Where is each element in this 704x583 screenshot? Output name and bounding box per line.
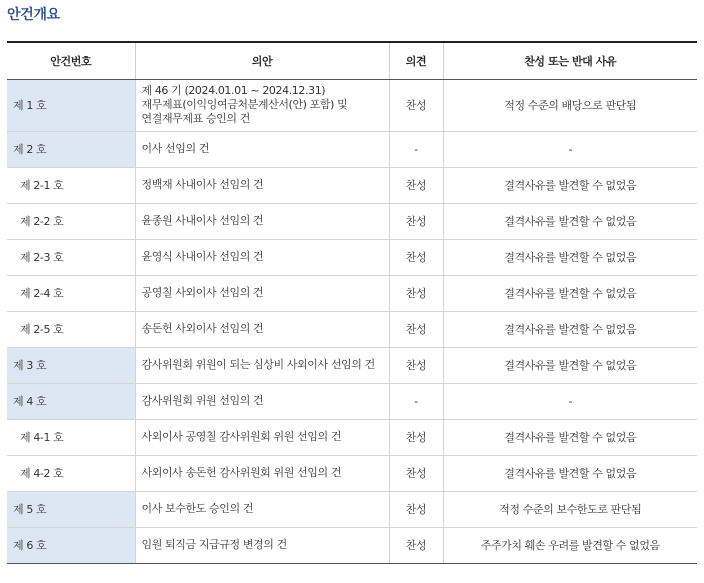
- agenda-number: 제 4 호: [7, 383, 135, 419]
- reason: 적정 수준의 배당으로 판단됨: [443, 79, 697, 131]
- reason: 결격사유를 발견할 수 없었음: [443, 455, 697, 491]
- reason: 결격사유를 발견할 수 없었음: [443, 203, 697, 239]
- table-row: [7, 311, 697, 347]
- header-opinion: 의견: [389, 42, 443, 79]
- table-row: [7, 383, 697, 419]
- reason: 결격사유를 발견할 수 없었음: [443, 239, 697, 275]
- reason: -: [443, 383, 697, 419]
- agenda-item: 감사위원회 위원 선임의 건: [135, 383, 389, 419]
- table-row: [7, 203, 697, 239]
- opinion: 찬성: [389, 347, 443, 383]
- agenda-number: 제 2-1 호: [7, 167, 135, 203]
- agenda-number: 제 2-5 호: [7, 311, 135, 347]
- table-row: [7, 419, 697, 455]
- agenda-number: 제 6 호: [7, 527, 135, 563]
- agenda-number: 제 5 호: [7, 491, 135, 527]
- agenda-item: 송돈헌 사외이사 선임의 건: [135, 311, 389, 347]
- opinion: 찬성: [389, 203, 443, 239]
- agenda-number: 제 2 호: [7, 131, 135, 167]
- opinion: 찬성: [389, 239, 443, 275]
- reason: 주주가치 훼손 우려를 발견할 수 없었음: [443, 527, 697, 563]
- header-agenda-number: 안건번호: [7, 42, 135, 79]
- table-row: [7, 131, 697, 167]
- opinion: 찬성: [389, 79, 443, 131]
- table-row: [7, 455, 697, 491]
- agenda-item: 사외이사 공영칠 감사위원회 위원 선임의 건: [135, 419, 389, 455]
- table-row: [7, 79, 697, 131]
- reason: 결격사유를 발견할 수 없었음: [443, 167, 697, 203]
- agenda-number: 제 1 호: [7, 79, 135, 131]
- agenda-item: 윤종원 사내이사 선임의 건: [135, 203, 389, 239]
- table-row: [7, 167, 697, 203]
- opinion: 찬성: [389, 311, 443, 347]
- table-header-row: [7, 42, 697, 79]
- opinion: 찬성: [389, 491, 443, 527]
- reason: -: [443, 131, 697, 167]
- agenda-item: 윤영식 사내이사 선임의 건: [135, 239, 389, 275]
- opinion: 찬성: [389, 455, 443, 491]
- table-row: [7, 491, 697, 527]
- opinion: -: [389, 383, 443, 419]
- agenda-item: 임원 퇴직금 지급규정 변경의 건: [135, 527, 389, 563]
- agenda-table: [7, 41, 697, 564]
- agenda-item: 이사 선임의 건: [135, 131, 389, 167]
- table-row: [7, 239, 697, 275]
- agenda-item: 사외이사 송돈헌 감사위원회 위원 선임의 건: [135, 455, 389, 491]
- agenda-item: 공영칠 사외이사 선임의 건: [135, 275, 389, 311]
- agenda-item: [135, 79, 389, 131]
- agenda-number: 제 4-1 호: [7, 419, 135, 455]
- reason: 결격사유를 발견할 수 없었음: [443, 275, 697, 311]
- opinion: -: [389, 131, 443, 167]
- agenda-item-line: 재무제표(이익잉여금처분계산서(안) 포함) 및: [141, 98, 348, 111]
- reason: 결격사유를 발견할 수 없었음: [443, 347, 697, 383]
- table-row: [7, 347, 697, 383]
- agenda-item-line: 연결재무제표 승인의 건: [141, 112, 250, 125]
- agenda-item: 감사위원회 위원이 되는 심상비 사외이사 선임의 건: [135, 347, 389, 383]
- header-agenda-item: 의안: [135, 42, 389, 79]
- section-title: 안건개요: [7, 7, 60, 23]
- reason: 결격사유를 발견할 수 없었음: [443, 311, 697, 347]
- agenda-item-line: 제 46 기 (2024.01.01 ~ 2024.12.31): [141, 84, 326, 97]
- agenda-number: 제 4-2 호: [7, 455, 135, 491]
- opinion: 찬성: [389, 419, 443, 455]
- table-row: [7, 527, 697, 563]
- opinion: 찬성: [389, 275, 443, 311]
- agenda-number: 제 3 호: [7, 347, 135, 383]
- agenda-item: 이사 보수한도 승인의 건: [135, 491, 389, 527]
- agenda-number: 제 2-3 호: [7, 239, 135, 275]
- opinion: 찬성: [389, 167, 443, 203]
- opinion: 찬성: [389, 527, 443, 563]
- reason: 결격사유를 발견할 수 없었음: [443, 419, 697, 455]
- agenda-number: 제 2-4 호: [7, 275, 135, 311]
- header-reason: 찬성 또는 반대 사유: [443, 42, 697, 79]
- agenda-item: 정백재 사내이사 선임의 건: [135, 167, 389, 203]
- agenda-number: 제 2-2 호: [7, 203, 135, 239]
- table-row: [7, 275, 697, 311]
- reason: 적정 수준의 보수한도로 판단됨: [443, 491, 697, 527]
